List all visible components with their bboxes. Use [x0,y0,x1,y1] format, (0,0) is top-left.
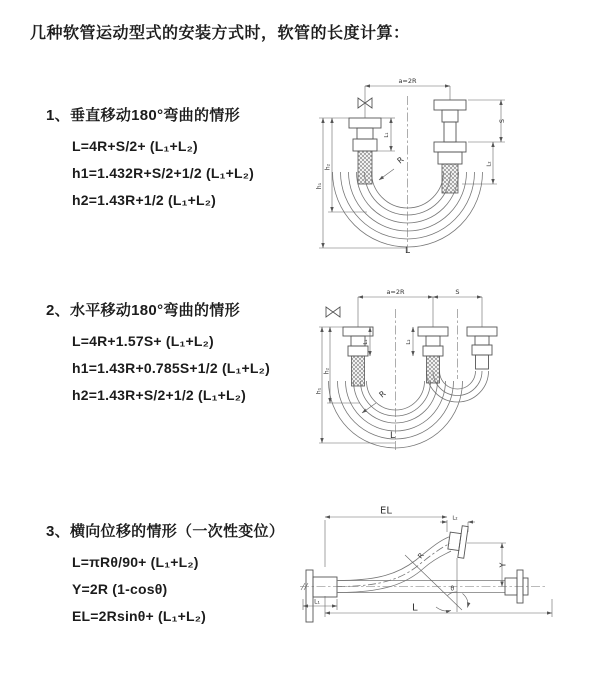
formula-line: Y=2R (1-cosθ) [72,581,168,597]
section-3 [46,520,284,630]
s-curve-hose [337,537,451,593]
right-fitting [467,327,497,369]
dim-label-span: a=2R [398,77,417,85]
dimensions [303,517,552,617]
section-2 [46,299,270,409]
formula-line: h1=1.432R+S/2+1/2 (L₁+L₂) [72,165,254,181]
dim-label-l1: L₁ [384,132,390,138]
diagram-horizontal-180-bend [316,283,561,455]
formula-line: h2=1.43R+S/2+1/2 (L₁+L₂) [72,387,247,403]
dim-label-h2: h₂ [323,367,331,375]
formula-line: L=4R+S/2+ (L₁+L₂) [72,138,198,154]
radius-label: R [377,389,388,400]
middle-fitting [418,327,448,383]
section-3-heading: 3、横向位移的情形（一次性变位） [46,523,285,540]
dim-label-span: a=2R [386,288,405,296]
section-1 [46,104,254,214]
section-3-formulas [72,549,284,630]
diagram-lateral-displacement [300,500,562,650]
radius-label: R [416,551,426,561]
diagram-vertical-180-bend [315,72,545,257]
dim-label-el: EL [380,505,392,517]
section-1-formulas [72,133,254,214]
dim-label-l1: L₁ [314,598,320,606]
section-1-heading: 1、垂直移动180°弯曲的情形 [46,107,240,124]
dim-label-travel: S [455,288,460,296]
dim-label-h2: h₂ [324,163,332,171]
left-fitting [343,327,373,386]
dim-label-l1: L₁ [363,339,369,345]
formula-line: L=πRθ/90+ (L₁+L₂) [72,554,199,570]
dim-label-s: S [498,118,506,124]
formula-line: h1=1.43R+0.785S+1/2 (L₁+L₂) [72,360,270,376]
dim-label-h1: h₁ [316,182,323,190]
left-flange [306,570,337,622]
length-label: L [412,602,418,614]
dim-label-l2: L₂ [406,339,412,345]
dim-label-l2: L₂ [486,161,493,167]
formula-line: h2=1.43R+1/2 (L₁+L₂) [72,192,217,208]
section-2-heading: 2、水平移动180°弯曲的情形 [46,302,240,319]
dim-label-y: Y [498,562,508,568]
page-title: 几种软管运动型式的安装方式时，软管的长度计算： [30,25,410,42]
dimensions [319,86,505,248]
radius-label: R [395,155,406,166]
section-2-formulas [72,328,270,409]
valve-icon [326,307,340,317]
dim-label-l2: L₂ [452,515,458,522]
length-label: L [390,431,396,441]
theta-label: θ [450,585,455,593]
right-fitting [434,100,466,193]
formula-line: L=4R+1.57S+ (L₁+L₂) [72,333,214,349]
length-label: L [405,246,411,256]
formula-line: EL=2Rsinθ+ (L₁+L₂) [72,608,207,624]
upper-flange [447,524,468,558]
dim-label-h1: h₁ [316,387,323,395]
